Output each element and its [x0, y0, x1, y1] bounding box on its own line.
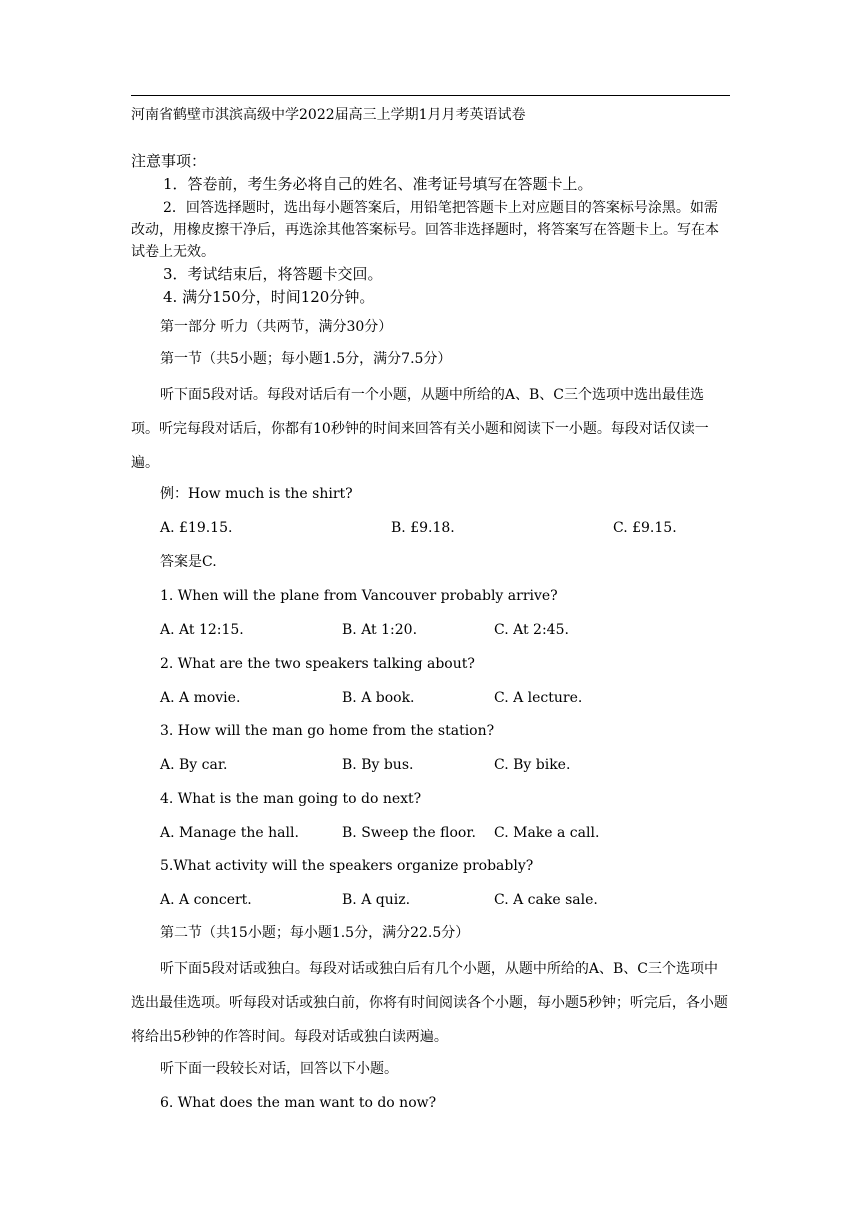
example-option-c: C. £9.15.	[613, 520, 677, 536]
question-3-option-b: B. By bus.	[342, 757, 414, 773]
question-1-option-b: B. At 1:20.	[342, 622, 418, 638]
note-item-4: 4. 满分150分，时间120分钟。	[163, 288, 375, 306]
section1-instructions: 听下面5段对话。每段对话后有一个小题，从题中所给的A、B、C三个选项中选出最佳选项。听完每段对话后，你都有10秒钟的时间来回答有关小题和阅读下一小题。每段对话仅读一遍。	[131, 387, 709, 471]
question-3: 3. How will the man go home from the station?	[160, 723, 495, 739]
question-5-option-a: A. A concert.	[160, 892, 252, 908]
question-2: 2. What are the two speakers talking about?	[160, 656, 475, 672]
question-5-option-c: C. A cake sale.	[494, 892, 598, 908]
question-4: 4. What is the man going to do next?	[160, 791, 422, 807]
question-5-option-b: B. A quiz.	[342, 892, 411, 908]
question-4-option-a: A. Manage the hall.	[160, 825, 299, 841]
question-1-option-a: A. At 12:15.	[160, 622, 244, 638]
question-4-option-b: B. Sweep the floor.	[342, 825, 476, 841]
notes-heading: 注意事项：	[131, 152, 207, 170]
question-1-option-c: C. At 2:45.	[494, 622, 569, 638]
section1-title: 第一节（共5小题；每小题1.5分，满分7.5分）	[160, 351, 452, 367]
example-answer: 答案是C.	[160, 554, 217, 570]
example-option-b: B. £9.18.	[391, 520, 455, 536]
header-rule	[131, 95, 730, 96]
section2-title: 第二节（共15小题；每小题1.5分，满分22.5分）	[160, 925, 470, 941]
dialogue-intro: 听下面一段较长对话，回答以下小题。	[160, 1061, 398, 1077]
section2-instructions: 听下面5段对话或独白。每段对话或独白后有几个小题，从题中所给的A、B、C三个选项中选出最佳选项。听每段对话或独白前，你将有时间阅读各个小题，每小题5秒钟；听完后，各小题将给出5秒钟的作答时间。每段对话或独白读两遍。	[131, 961, 728, 1045]
question-2-option-c: C. A lecture.	[494, 690, 583, 706]
question-2-option-a: A. A movie.	[160, 690, 241, 706]
question-2-option-b: B. A book.	[342, 690, 415, 706]
question-3-option-c: C. By bike.	[494, 757, 571, 773]
question-5: 5.What activity will the speakers organize probably?	[160, 858, 534, 874]
example-question: 例：How much is the shirt?	[160, 486, 353, 502]
question-3-option-a: A. By car.	[160, 757, 228, 773]
note-item-3: 3．考试结束后，将答题卡交回。	[163, 265, 383, 283]
question-1: 1. When will the plane from Vancouver probably arrive?	[160, 588, 558, 604]
part1-title: 第一部分 听力（共两节，满分30分）	[160, 319, 393, 335]
question-4-option-c: C. Make a call.	[494, 825, 600, 841]
note-item-2: 2．回答选择题时，选出每小题答案后，用铅笔把答题卡上对应题目的答案标号涂黑。如需改动，用橡皮擦干净后，再选涂其他答案标号。回答非选择题时，将答案写在答题卡上。写在本试卷上无效。	[131, 200, 719, 260]
note-item-1: 1．答卷前，考生务必将自己的姓名、准考证号填写在答题卡上。	[163, 175, 593, 193]
question-6: 6. What does the man want to do now?	[160, 1095, 437, 1111]
example-option-a: A. £19.15.	[160, 520, 233, 536]
exam-title: 河南省鹤壁市淇滨高级中学2022届高三上学期1月月考英语试卷	[131, 107, 526, 123]
